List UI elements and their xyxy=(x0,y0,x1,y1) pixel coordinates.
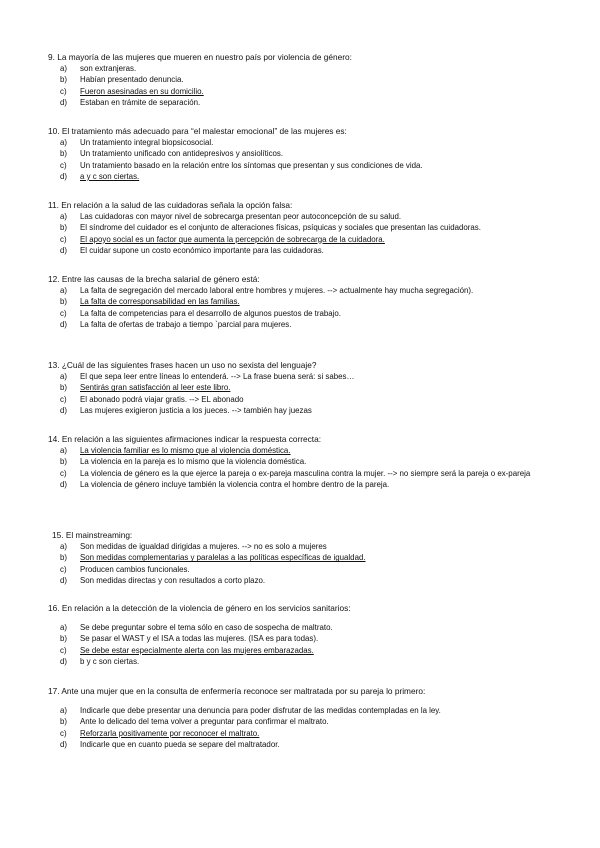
option-text: Son medidas de igualdad dirigidas a mujeres. --> no es solo a mujeres xyxy=(80,542,327,551)
question-14 xyxy=(48,433,568,490)
question-title: 14. En relación a las siguientes afirmaciones indicar la respuesta correcta: xyxy=(48,434,322,444)
option-b: b) Son medidas complementarias y paralelas a las políticas específicas de igualdad. xyxy=(60,553,366,563)
correct-answer-text: a y c son ciertas. xyxy=(80,171,140,181)
option-text: La falta de competencias para el desarrollo de algunos puestos de trabajo. xyxy=(80,308,341,318)
question-10 xyxy=(48,125,568,182)
option-text: La falta de segregación del mercado laboral entre hombres y mujeres. --> actualmente hay mucha segregación). xyxy=(80,286,474,295)
option-text: Un tratamiento basado en la relación entre los síntomas que presentan y sus condiciones de vida. xyxy=(80,160,423,170)
option-c: c) Un tratamiento basado en la relación entre los síntomas que presentan y sus condiciones de vida. xyxy=(60,160,423,170)
option-a: a) Indicarle que debe presentar una denuncia para poder disfrutar de las medidas contempladas en la ley. xyxy=(60,706,441,715)
option-b: b) Habían presentado denuncia. xyxy=(60,75,184,85)
option-d: d) Indicarle que en cuanto pueda se separe del maltratador. xyxy=(60,739,280,749)
option-text: Las cuidadoras con mayor nivel de sobrecarga presentan peor autoconcepción de su salud. xyxy=(80,212,402,221)
question-title: 16. En relación a la detección de la violencia de género en los servicios sanitarios: xyxy=(48,603,351,613)
question-11 xyxy=(48,199,568,256)
question-15 xyxy=(48,529,568,586)
option-d: d) La falta de ofertas de trabajo a tiempo `parcial para mujeres. xyxy=(60,319,292,329)
option-b: b) La falta de corresponsabilidad en las familias. xyxy=(60,297,240,307)
option-text: Indicarle que debe presentar una denuncia para poder disfrutar de las medidas contempladas en la ley. xyxy=(80,706,441,715)
option-c: c) El abonado podrá viajar gratis. --> EL abonado xyxy=(60,394,244,404)
option-c: c) Se debe estar especialmente alerta con las mujeres embarazadas. xyxy=(60,645,314,655)
option-c: c) Producen cambios funcionales. xyxy=(60,564,190,574)
correct-answer-text: La violencia familiar es lo mismo que al violencia doméstica. xyxy=(80,446,291,455)
question-16 xyxy=(48,602,568,667)
option-b: b) Se pasar el WAST y el ISA a todas las mujeres. (ISA es para todas). xyxy=(60,634,319,644)
option-b: b) La violencia en la pareja es lo mismo que la violencia doméstica. xyxy=(60,457,307,467)
correct-answer-text: Se debe estar especialmente alerta con las mujeres embarazadas. xyxy=(80,645,314,655)
option-c: c) La violencia de género es la que ejerce la pareja o ex-pareja masculina contra la mujer. --> no siempre será la pareja o ex-pareja xyxy=(60,468,531,478)
option-a: a) La falta de segregación del mercado laboral entre hombres y mujeres. --> actualmente hay mucha segregación). xyxy=(60,286,474,295)
option-d: d) El cuidar supone un costo económico importante para las cuidadoras. xyxy=(60,245,324,255)
question-17 xyxy=(48,685,568,750)
correct-answer-text: Sentirás gran satisfacción al leer este libro. xyxy=(80,383,231,393)
question-title: 10. El tratamiento más adecuado para “el malestar emocional” de las mujeres es: xyxy=(48,126,347,136)
option-a: a) La violencia familiar es lo mismo que al violencia doméstica. xyxy=(60,446,291,455)
question-title: 17. Ante una mujer que en la consulta de enfermería reconoce ser maltratada por su pareja lo primero: xyxy=(48,686,426,696)
option-text: Producen cambios funcionales. xyxy=(80,564,190,574)
question-9 xyxy=(48,51,568,108)
option-d: d) Estaban en trámite de separación. xyxy=(60,97,201,107)
option-text: b y c son ciertas. xyxy=(80,656,140,666)
option-a: a) El que sepa leer entre líneas lo entenderá. --> La frase buena será: si sabes… xyxy=(60,372,355,381)
option-text: La violencia de género es la que ejerce la pareja o ex-pareja masculina contra la mujer. --> no siempre será la pareja o ex-pareja xyxy=(80,468,531,478)
option-text: Se pasar el WAST y el ISA a todas las mujeres. (ISA es para todas). xyxy=(80,634,319,644)
option-a: a) Son medidas de igualdad dirigidas a mujeres. --> no es solo a mujeres xyxy=(60,542,327,551)
option-text: Un tratamiento integral biopsicosocial. xyxy=(80,138,214,147)
option-d: d) a y c son ciertas. xyxy=(60,171,140,181)
option-text: El síndrome del cuidador es el conjunto de alteraciones físicas, psíquicas y sociales que presentan las cuidadoras. xyxy=(80,223,481,233)
option-text: La falta de ofertas de trabajo a tiempo `parcial para mujeres. xyxy=(80,319,292,329)
question-title: 11. En relación a la salud de las cuidadoras señala la opción falsa: xyxy=(48,200,293,210)
correct-answer-text: El apoyo social es un factor que aumenta la percepción de sobrecarga de la cuidadora. xyxy=(80,234,385,244)
option-text: La violencia de género incluye también la violencia contra el hombre dentro de la pareja. xyxy=(80,479,390,489)
option-b: b) El síndrome del cuidador es el conjunto de alteraciones físicas, psíquicas y sociales que presentan las cuidadoras. xyxy=(60,223,481,233)
option-c: c) Fueron asesinadas en su domicilio. xyxy=(60,86,204,96)
option-text: El cuidar supone un costo económico importante para las cuidadoras. xyxy=(80,245,324,255)
option-text: Las mujeres exigieron justicia a los jueces. --> también hay juezas xyxy=(80,405,312,415)
correct-answer-text: Reforzarla positivamente por reconocer el maltrato. xyxy=(80,728,260,738)
option-d: d) La violencia de género incluye también la violencia contra el hombre dentro de la pareja. xyxy=(60,479,390,489)
option-b: b) Un tratamiento unificado con antidepresivos y ansiolíticos. xyxy=(60,149,284,159)
option-text: El abonado podrá viajar gratis. --> EL abonado xyxy=(80,394,244,404)
question-13 xyxy=(48,359,568,416)
option-text: El que sepa leer entre líneas lo entenderá. --> La frase buena será: si sabes… xyxy=(80,372,355,381)
option-text: Se debe preguntar sobre el tema sólo en caso de sospecha de maltrato. xyxy=(80,623,333,632)
option-text: La violencia en la pareja es lo mismo que la violencia doméstica. xyxy=(80,457,307,467)
option-a: a) Un tratamiento integral biopsicosocial. xyxy=(60,138,214,147)
option-text: Son medidas directas y con resultados a corto plazo. xyxy=(80,575,266,585)
option-d: d) b y c son ciertas. xyxy=(60,656,140,666)
question-title: 9. La mayoría de las mujeres que mueren en nuestro país por violencia de género: xyxy=(48,52,352,62)
correct-answer-text: Fueron asesinadas en su domicilio. xyxy=(80,86,204,96)
option-text: Indicarle que en cuanto pueda se separe del maltratador. xyxy=(80,739,280,749)
question-title: 15. El mainstreaming: xyxy=(52,530,133,540)
option-text: Habían presentado denuncia. xyxy=(80,75,184,85)
option-text: Un tratamiento unificado con antidepresivos y ansiolíticos. xyxy=(80,149,284,159)
option-a: a) Se debe preguntar sobre el tema sólo en caso de sospecha de maltrato. xyxy=(60,623,333,632)
option-d: d) Son medidas directas y con resultados a corto plazo. xyxy=(60,575,266,585)
question-12 xyxy=(48,273,568,330)
correct-answer-text: La falta de corresponsabilidad en las familias. xyxy=(80,297,240,307)
option-text: son extranjeras. xyxy=(80,64,137,73)
option-text: Ante lo delicado del tema volver a preguntar para confirmar el maltrato. xyxy=(80,717,329,727)
option-a: a) Las cuidadoras con mayor nivel de sobrecarga presentan peor autoconcepción de su salud. xyxy=(60,212,402,221)
question-title: 13. ¿Cuál de las siguientes frases hacen un uso no sexista del lenguaje? xyxy=(48,360,317,370)
option-a: a) son extranjeras. xyxy=(60,64,137,73)
question-title: 12. Entre las causas de la brecha salarial de género está: xyxy=(48,274,260,284)
option-c: c) El apoyo social es un factor que aumenta la percepción de sobrecarga de la cuidadora. xyxy=(60,234,385,244)
correct-answer-text: Son medidas complementarias y paralelas a las políticas específicas de igualdad. xyxy=(80,553,366,563)
option-d: d) Las mujeres exigieron justicia a los jueces. --> también hay juezas xyxy=(60,405,312,415)
option-c: c) La falta de competencias para el desarrollo de algunos puestos de trabajo. xyxy=(60,308,341,318)
option-text: Estaban en trámite de separación. xyxy=(80,97,201,107)
option-b: b) Sentirás gran satisfacción al leer este libro. xyxy=(60,383,231,393)
option-b: b) Ante lo delicado del tema volver a preguntar para confirmar el maltrato. xyxy=(60,717,329,727)
option-c: c) Reforzarla positivamente por reconocer el maltrato. xyxy=(60,728,260,738)
